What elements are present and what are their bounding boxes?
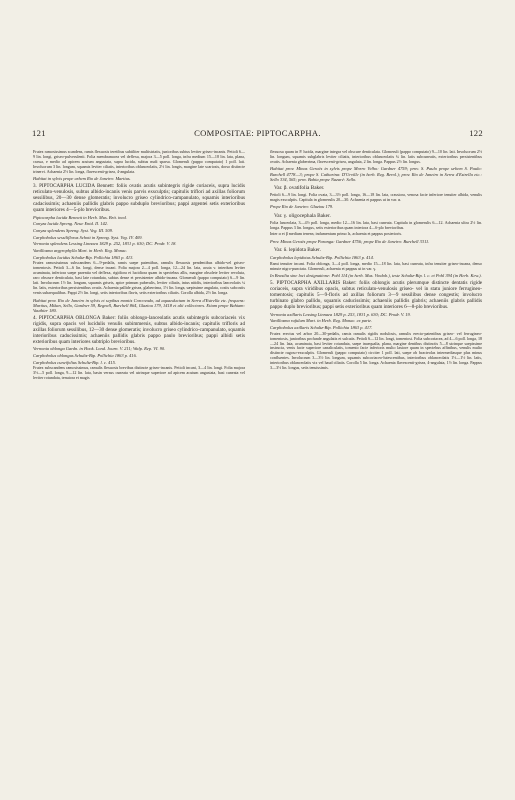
description-paragraph: Frutex ramosissimus subscandens 6—9-pedalis, ramis saepe patentibus, ramulis flexuosis pendentibus albido-vel griseo-tomentosis. Petioli 3—6 lin. longi, dense incani. Folia majora 2—4 poll. longa, 12—24 lin. lata, acuta v. interdum leviter acuminata, inferiora saepe parentia vel deflexa, rigidiora et lucidiora quam in speciebus allis, margine obsolete leviter revoluta, raro obscure denticulata, basi late rotundata, subtus dense et persistenter albido-incana. Glomeruli (pappo computato) 6—9 lin. lati. Involucrum 1½ lin. longum, squamis griseis, apice primum puberulis, leviter ciliatis, intus nitidis, interioribus lanceolatis ¼ lin. latis, exterioribus persistentibus ovatis. Achaenia pallide grisea, glaberrima, 1½ lin. longa, sæpissime angulata, costis subcostis venis subaequalibus. Pappi 2½ lin. longi, setis interioribus flavis, setis exterioribus ciliatis. Corolla albida, 2½ lin. longa. <box>33 260 245 296</box>
description-paragraph: Frutex subscandens ramosissimus, ramulis flexuosis brevibus distincte griseo-incanis. Petioli incani, 3—4 lin. longi. Folia majora 3½—5 poll. longa, 9—12 lin. lata, basin versus cuneata vel utrinque superiore ad apicem acutum angustata, basi cuneata vel leviter rotundata, tenuiora et magis <box>33 365 245 381</box>
description-paragraph: Folia lanceolata, 3—4½ poll. longa, medio 12—16 lin. lata, basi cuneata. Capitula in glomerulis 6—12. Achaenia ultra 2½ lin. longa. Pappus 3 lin. longus, setis exterioribus quam interiora 4—6-plo brevioribus. <box>270 219 482 230</box>
description-paragraph: Rami tenuiter incani. Folia oblonga, 3—4 poll. longa, medio 15—18 lin. lata, basi cuneata, infra tenuiter griseo-incana, denso minute nigro-punctata. Glomeruli, achaenia et pappus ut in var. γ. <box>270 260 482 271</box>
right-text-column <box>270 150 482 762</box>
synonym-line: Vernonia axillaris Lessing Linnaea 1829 p. 253, 1831 p. 630; DC. Prodr. V. 19. <box>270 311 411 317</box>
description-paragraph: Frutex erectus vel arbor 20—30-pedalis, ramis ramulis rigidis nodulosis, ramulis erecto-patentibus griseo- vel ferrugineo-tomentosis, junioribus profunde angulatis et sulcatis. Petioli 6—12 lin. longi, tomentosi. Folia subcoriacea, ad 4—6 poll. longa, 18—24 lin. lata, acuminata, basi leviter rotundata, saepe inaequalia, plana, margine dentibus distinctis 5—8 utrinque saepissime instructa, venis facie superiore canaliculatis, tomento facie inferioris multo laxiore quam in speciebus affinibus, venulis multo distincte rugoso-exsculptis. Glomeruli (pappo computato) circiter 1 poll. lati, saepe ob bracteolas intermediasque plus minus confluentes. Involucrum 3—3½ lin. longum, squamis subcoriaceo-lutescentibus, interioribus oblanceolatis 1½—1½ lin. latis, interioribus oblanceolatis vix vel haud ciliatis. Corolla 5 lin. longa. Achaenia flavescenti-grisea, 4-angulata, 1½ lin. longa. Pappus 3—3½ lin. longus, setis tenuissimis. <box>270 330 482 371</box>
habitat-paragraph: In Brasilia sine loci designatione: Pohl 114 (in herb. Mus. Vindob.), teste Schultz-Bip. l. c. et Pohl 394 (in Herb. Kew.). <box>270 273 482 279</box>
habitat-paragraph: Habitat prov. Rio de Janeiro in sylvis et sepibus montis Corcovado, ad aquaeductum in Serra d'Estrella etc. frequens: Martius, Mikan, Sello, Gardner 59, Regnell, Burchell 864, Glaziou 179, 1418 et alii collectores. Etiam prope Bahiam: Vauthier 180. <box>33 297 245 313</box>
synonym-line: Vernonia oblonga Gardn. in Hook. Lond. Journ. V. 211; Walp. Rep. VI. 90. <box>33 346 166 352</box>
synonym-line: Carphobolus oblongus Schultz-Bip. Pollichia 1863 p. 416. <box>33 352 137 358</box>
running-header <box>32 128 483 140</box>
synonym-line: Vernonia splendens Lessing Linnaea 1829 p. 252, 1831 p. 630; DC. Prodr. V. 18. <box>33 241 177 247</box>
variety-heading: Var. δ. lepidota Baker. <box>274 246 321 253</box>
variety-heading: Var. β. ovatifolia Baker. <box>274 184 325 191</box>
habitat-paragraph: Habitat prov. Minas Geraës in sylvis prope Morro Velho: Gardner 4759; prov. S. Paulo prope urbem S. Paulo: Burchell 4778—3; prope S. Catharina: D'Urville (in herb. Reg. Berol.); prov. Rio de Janeiro in Serra d'Estrella etc.: Sello 334, 565; prov. Bahia prope Nazaré: Sello. <box>270 166 482 182</box>
running-title-genus: PIPTOCARPHA. <box>256 128 321 138</box>
synonym-line: Conyza splendens Spreng. Syst. Veg. III. 509. <box>33 228 114 234</box>
description-paragraph: Petioli 6—9 lin. longi. Folia ovata, 3—3½ poll. longa, 16—18 lin. lata, crassiora, venosa facie inferiore tenuiter albida, venulis magis exsculptis. Capitula in glomerulis 20—30. Achaenia et pappus ut in var. α. <box>270 191 482 202</box>
page-number-right: 122 <box>469 128 483 138</box>
description-paragraph: flexuosa quam in P. lucida, margine integra vel obscure denticulata. Glomeruli (pappo computato) 9—10 lin. lati. Involucrum 2½ lin. longum, squamis subglabris leviter ciliatis, interioribus oblanceolatis ¾ lin. latis subcuneatis, exterioribus persistentibus ovatis. Achaenia glaberrima, flavescenti-grisea, angulata, 2 lin. longa. Pappus 2½ lin. longus. <box>270 150 482 164</box>
synonym-line: Vanillosma argyrophylla Mart. in Herb. Reg. Monac. <box>33 248 128 254</box>
variety-heading: Var. γ. oligocephala Baker. <box>274 212 331 219</box>
synonym-line: Carphobolus axillaris Schultz-Bip. Pollichia 1863 p. 417. <box>270 324 373 330</box>
synonym-line: Carphobolus cuneifolius Schultz-Bip. l. c. 415. <box>33 359 116 365</box>
left-text-column <box>33 150 245 762</box>
species-diagnosis: 5. PIPTOCARPHA AXILLARIS Baker: foliis oblongis acutis plerumque distincte dentatis rigide coriaceis, supra viridibus opacis, subtus reticulato-venulosis griseo- vel in statu juniore ferrugineo-tomentosis; capitulis 5—9-floris ad axillas foliorum 3—9 sessilibus dense congestis; involucro turbinato glabro pallido, squamis caducissimis; achaeniis pallidis glabris; achaeniis glabris pallidis pappo duplo brevioribus; pappi setis exterioribus quam interiores 6—8-plo brevioribus. <box>270 279 482 310</box>
page-number-left: 121 <box>32 128 46 138</box>
species-diagnosis: 4. PIPTOCARPHA OBLONGA Baker: foliis oblongo-lanceolatis acutis subintegris subcoriaceis vix rigidis, supra opacis vel lucidulis venulis subimmersis, subtus albido-incanis; capitulis trifloris ad axillas foliorum sessilibus, 12—30 dense glomeratis; involucro griseo cylindrico-campanulato, squamis interioribus caducissimis; achaeniis pallidis glabris pappo paulo brevioribus; pappi albidi setis exterioribus quam interiores subtriplo brevioribus. <box>33 314 245 345</box>
habitat-paragraph: Prov. Minas Geraës prope Paranga: Gardner 4756; prope Rio de Janeiro: Burchell 3311. <box>270 238 430 244</box>
running-title-family: COMPOSITAE: <box>194 128 255 138</box>
running-title <box>46 128 469 138</box>
habitat-paragraph: Prope Rio de Janeiro: Glaziou 179. <box>270 204 334 210</box>
species-diagnosis: 3. PIPTOCARPHA LUCIDA Bennett: foliis ovatis acutis subintegris rigide coriaceis, supra lucidis reticulato-venulosis, subtus albido-incanis venis parvis exsculptis; capitulis triflori ad axillas foliorum sessilibus, 20—30 dense glomeratis; involucro griseo cylindrico-campanulato, squamis interioribus cadacissimis; achaeniis pallidis glabris pappo subduplo brevioribus; pappi argentei setis exterioribus quam interiores 4—5-plo brevioribus. <box>33 183 245 214</box>
synonym-line: Vanillosma rufulum Mart. in Herb. Reg. Monac. ex parte. <box>270 318 373 324</box>
description-paragraph: Inter α et β medium tenens; indumentum primo ls, achaenia et pappus posterioris. <box>270 231 403 237</box>
habitat-paragraph: Habitat in sylvis prope urbem Rio de Janeiro: Martius. <box>33 176 131 182</box>
synonym-line: Carphobolus lucidus Schultz-Bip. Pollichia 1863 p. 413. <box>33 254 134 260</box>
synonym-line: Carphobolus sessiliflorus Schott in Spreng. Syst. Veg. IV. 409. <box>33 234 143 240</box>
synonym-line: Piptocarpha lucida Bennett in Herb. Mus. Brit. ined. <box>33 214 127 220</box>
description-paragraph: Frutex ramosissimus scandens, ramis flexuosis teretibus subtiliter multistriatis, junioribus subtus leviter griseo-incanis. Petioli 6—9 lin. longi, griseo-pulverulenti. Folia membranacea vel deflexa, majora 3—5 poll. longa, infra medium 15—18 lin. lata, plana, crassa, e medio ad apicem acutum angustata, supra lucida, subtus nudi sparsa. Glomeruli (pappo computato) 1 poll. lati. Involucrum 3 lin. longum, squamis leviter ciliatis, interioribus oblanceolatis, 2½ lin. longis, margine late scariosis, dorso distincte trinervi. Achaenia 2½ lin. longa, flavescenti-grisea, 4-angulata. <box>33 150 245 174</box>
synonym-line: Carphobolus lepidotus Schultz-Bip. Pollichia 1863 p. 414. <box>270 255 374 261</box>
synonym-line: Conyza lucida Spreng. Neue Entd. II. 142. <box>33 221 109 227</box>
